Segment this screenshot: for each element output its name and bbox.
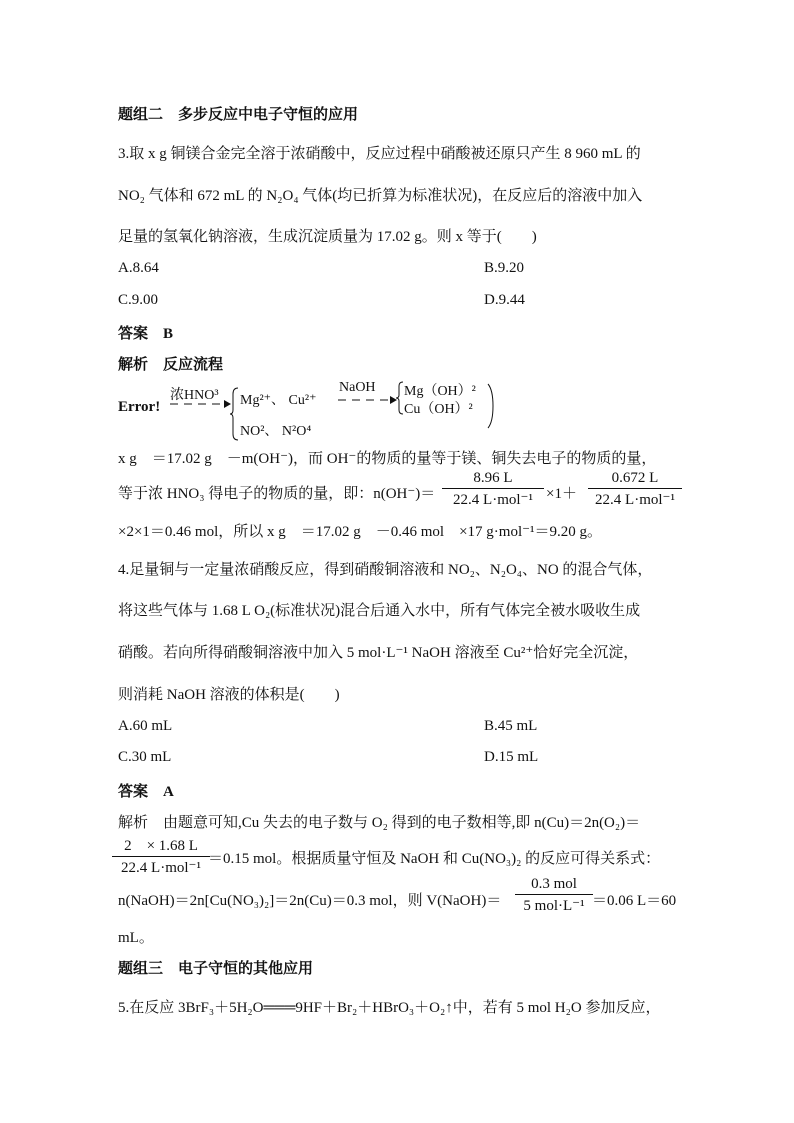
- calc-line-3: ×2×1＝0.46 mol，所以 x g ＝17.02 g －0.46 mol ×17 g·mol⁻¹＝9.20 g。: [118, 524, 603, 540]
- q4-analysis-line2: ＝0.15 mol。根据质量守恒及 NaOH 和 Cu(NO₃)₂ 的反应可得关系式：: [208, 851, 661, 867]
- q4-text-line4: 则消耗 NaOH 溶液的体积是( ): [118, 687, 340, 703]
- reagent-naoh: NaOH: [339, 380, 376, 395]
- q3-option-d: D.9.44: [484, 292, 525, 308]
- q4-text-line3: 硝酸。若向所得硝酸铜溶液中加入 5 mol·L⁻¹ NaOH 溶液至 Cu²⁺恰好完全沉淀，: [118, 645, 639, 661]
- section-title-3: 题组三 电子守恒的其他应用: [118, 961, 314, 977]
- left-brace-2: [396, 380, 404, 416]
- q3-analysis-label: 解析 反应流程: [118, 357, 224, 373]
- q3-option-b: B.9.20: [484, 260, 525, 276]
- q4-option-d: D.15 mL: [484, 749, 539, 765]
- precipitate-cuoh2: Cu（OH）²: [404, 402, 473, 417]
- q4-analysis-line3: n(NaOH)＝2n[Cu(NO₃)₂]＝2n(Cu)＝0.3 mol，则 V(NaOH)＝: [118, 893, 502, 909]
- fraction-3-denominator: 22.4 L·mol⁻¹: [121, 860, 201, 876]
- calc-line-2: 等于浓 HNO₃ 得电子的物质的量，即：n(OH⁻)＝: [118, 486, 436, 502]
- fraction-4-numerator: 0.3 mol: [531, 876, 577, 892]
- arrow-1: [168, 398, 232, 410]
- q4-option-c: C.30 mL: [118, 749, 172, 765]
- q3-text-line2: NO₂ 气体和 672 mL 的 N₂O₄ 气体(均已折算为标准状况)，在反应后的溶液中加入: [118, 188, 643, 204]
- calc-line-1: x g ＝17.02 g －m(OH⁻)，而 OH⁻的物质的量等于镁、铜失去电子的物质的量，: [118, 451, 657, 467]
- precipitate-mgoh2: Mg（OH）²: [404, 384, 476, 399]
- fraction-1-denominator: 22.4 L·mol⁻¹: [453, 492, 533, 508]
- q5-text-line1: 5.在反应 3BrF₃＋5H₂O═══9HF＋Br₂＋HBrO₃＋O₂↑中，若有 5 mol H₂O 参加反应，: [118, 1000, 661, 1016]
- section-title: 题组二 多步反应中电子守恒的应用: [118, 107, 359, 123]
- metal-ions: Mg²⁺、 Cu²⁺: [240, 393, 317, 408]
- error-text: Error!: [118, 399, 161, 415]
- fraction-3: [112, 834, 210, 877]
- q3-text-line3: 足量的氢氧化钠溶液，生成沉淀质量为 17.02 g。则 x 等于( ): [118, 229, 537, 245]
- fraction-1: [442, 470, 544, 509]
- arrow-2: [336, 394, 398, 406]
- q4-text-line2: 将这些气体与 1.68 L O₂(标准状况)混合后通入水中，所有气体完全被水吸收生成: [118, 603, 641, 619]
- fraction-2-numerator: 0.672 L: [611, 470, 659, 486]
- fraction-3-numerator: 2 × 1.68 L: [124, 838, 198, 854]
- q3-answer: 答案 B: [118, 326, 174, 342]
- fraction-4: [515, 876, 593, 915]
- q4-answer: 答案 A: [118, 784, 174, 800]
- fraction-4-denominator: 5 mol·L⁻¹: [523, 898, 585, 914]
- fraction-1-numerator: 8.96 L: [473, 470, 513, 486]
- fraction-2: [588, 470, 682, 509]
- left-brace-1: [230, 386, 240, 442]
- fraction-2-denominator: 22.4 L·mol⁻¹: [595, 492, 675, 508]
- q3-text-line1: 3.取 x g 铜镁合金完全溶于浓硝酸中，反应过程中硝酸被还原只产生 8 960 mL 的: [118, 146, 641, 162]
- q3-option-a: A.8.64: [118, 260, 159, 276]
- q4-analysis-line4: mL。: [118, 930, 154, 946]
- q4-analysis-line1: 解析 由题意可知,Cu 失去的电子数与 O₂ 得到的电子数相等,即 n(Cu)＝2n(O₂)＝: [118, 815, 641, 831]
- q3-option-c: C.9.00: [118, 292, 159, 308]
- q4-text-line1: 4.足量铜与一定量浓硝酸反应，得到硝酸铜溶液和 NO₂、N₂O₄、NO 的混合气体，: [118, 562, 653, 578]
- right-bracket: [486, 382, 496, 430]
- calc-line-2-mid: ×1＋: [546, 486, 577, 502]
- q4-option-a: A.60 mL: [118, 718, 173, 734]
- reagent-hno3: 浓HNO³: [170, 388, 219, 403]
- q4-option-b: B.45 mL: [484, 718, 538, 734]
- gas-products: NO²、 N²O⁴: [240, 424, 312, 439]
- q4-analysis-line3-end: ＝0.06 L＝60: [592, 893, 677, 909]
